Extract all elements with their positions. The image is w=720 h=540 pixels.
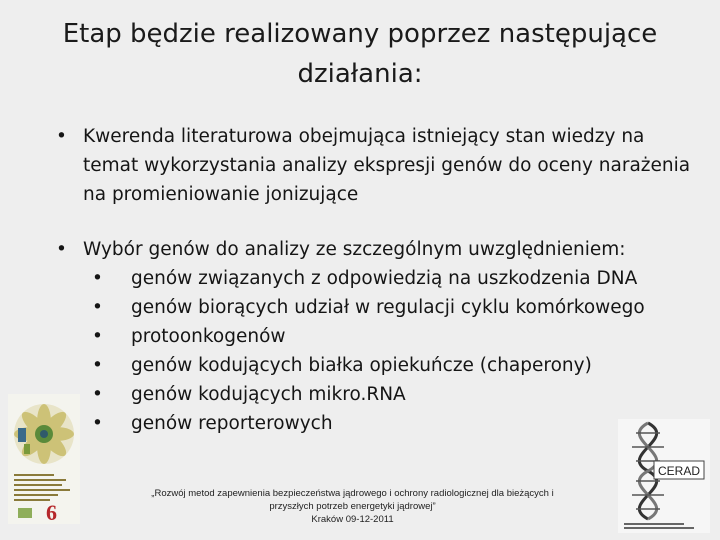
sub-bullet-text: genów reporterowych: [131, 413, 333, 434]
sub-bullet-item: [56, 351, 696, 380]
sub-bullet-text: genów kodujących białka opiekuńcze (chaperony): [131, 355, 592, 376]
footer-line-2: przyszłych potrzeb energetyki jądrowej”: [269, 501, 436, 512]
sub-bullet-dot: •: [92, 268, 103, 289]
sub-bullet-item: [56, 380, 696, 409]
footer: [110, 487, 595, 526]
conference-number-mark: 6: [46, 500, 57, 525]
sub-bullet-text: genów kodujących mikro.RNA: [131, 384, 406, 405]
sub-bullet-dot: •: [92, 355, 103, 376]
sub-bullet-list: [56, 264, 696, 438]
bullet-2: [56, 235, 696, 438]
footer-line-1: „Rozwój metod zapewnienia bezpieczeństwa jądrowego i ochrony radiologicznej dla bieżących i: [151, 488, 554, 499]
cerad-dna-helix-logo: [618, 419, 710, 533]
bullet-1-text: Kwerenda literaturowa obejmująca istniejący stan wiedzy na temat wykorzystania analizy ekspresji genów do oceny narażenia na promieniowanie jonizujące: [83, 126, 691, 205]
sub-bullet-text: protoonkogenów: [131, 326, 286, 347]
cerad-label: CERAD: [657, 464, 701, 478]
sub-bullet-text: genów biorących udział w regulacji cyklu komórkowego: [131, 297, 645, 318]
footer-line-3: Kraków 09-12-2011: [311, 514, 394, 525]
bullet-dot: •: [56, 126, 67, 147]
sub-bullet-dot: •: [92, 384, 103, 405]
sub-bullet-dot: •: [92, 297, 103, 318]
sub-bullet-text: genów związanych z odpowiedzią na uszkodzenia DNA: [131, 268, 638, 289]
sub-bullet-dot: •: [92, 413, 103, 434]
sub-bullet-item: [56, 264, 696, 293]
sub-bullet-dot: •: [92, 326, 103, 347]
sub-bullet-item: [56, 409, 696, 438]
slide-title: Etap będzie realizowany poprzez następujące działania:: [62, 19, 658, 89]
bullet-2-text: Wybór genów do analizy ze szczególnym uwzględnieniem:: [83, 239, 626, 260]
sub-bullet-item: [56, 322, 696, 351]
bullet-dot: •: [56, 239, 67, 260]
bullet-1: [56, 122, 696, 209]
sub-bullet-item: [56, 293, 696, 322]
radiation-conference-badge-logo: [8, 394, 80, 524]
